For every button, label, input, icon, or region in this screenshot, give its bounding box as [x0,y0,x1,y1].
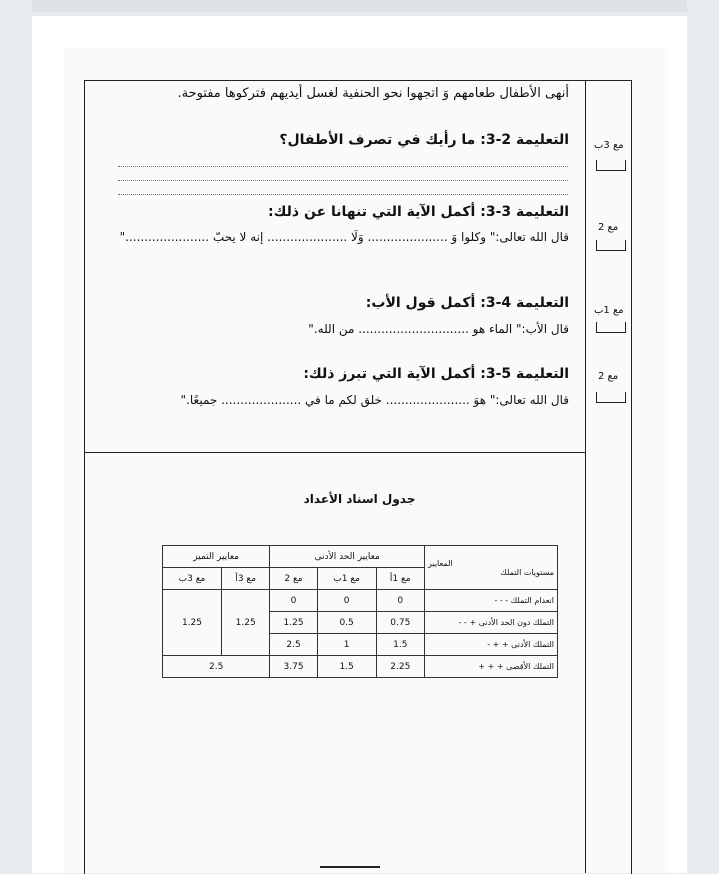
question-4-3: التعليمة 4-3: أكمل قول الأب: [365,295,569,311]
table-cell: 1 [317,634,376,656]
answer-line [118,194,568,195]
min-criteria-header: معايير الحد الأدنى [270,546,425,568]
criterion-mark: مع 2 [598,222,619,233]
app-top-bar [32,0,687,12]
table-cell: 1.25 [221,590,269,656]
table-cell: 2.5 [163,656,270,678]
level-label: انعدام التملك - - - [425,590,558,612]
criterion-mark: مع 1ب [594,305,624,316]
question-2-3: التعليمة 2-3: ما رأيك في تصرف الأطفال؟ [279,132,569,148]
grading-table [162,545,558,678]
table-cell: 1.25 [270,612,317,634]
criterion-mark: مع 2 [598,371,619,382]
table-cell: 3.75 [270,656,317,678]
score-box [596,240,626,251]
level-label: التملك الأقصى + + + [425,656,558,678]
table-title: جدول اسناد الأعداد [303,492,416,506]
question-4-3-line: قال الأب:" الماء هو ............................. من الله." [308,322,569,336]
table-cell: 2.5 [270,634,317,656]
table-cell: 0 [317,590,376,612]
table-cell: 2.25 [376,656,424,678]
score-box [596,392,626,403]
table-cell: 0.5 [317,612,376,634]
criteria-header [425,546,558,590]
col-header: مع 3ب [163,568,222,590]
section-divider [84,452,586,453]
margin-divider [585,80,586,873]
table-cell: 1.25 [163,590,222,656]
col-header: مع 2 [270,568,317,590]
question-5-3: التعليمة 5-3: أكمل الآية التي تبرز ذلك: [303,366,569,382]
table-cell: 1.5 [376,634,424,656]
table-cell: 0 [376,590,424,612]
col-header: مع 1ب [317,568,376,590]
level-label: التملك الأدنى + + - [425,634,558,656]
question-3-3: التعليمة 3-3: أكمل الآية التي تنهانا عن ذلك: [268,204,569,220]
levels-label: مستويات التملك [500,567,554,577]
exam-frame [84,80,632,874]
col-header: مع 3أ [221,568,269,590]
table-cell: 1.5 [317,656,376,678]
criterion-mark: مع 3ب [594,140,624,151]
table-cell: 0 [270,590,317,612]
question-3-3-line: قال الله تعالى:" وكلوا وَ ..................... وَلَا ..................... إنه لا يحبّ ......................" [119,230,569,244]
table-row [163,656,558,678]
question-5-3-line: قال الله تعالى:" هوَ ...................... خلق لكم ما في ..................... جميعًا." [180,393,569,407]
excellence-criteria-header: معايير التميز [163,546,270,568]
story-text: أنهى الأطفال طعامهم وَ اتجهوا نحو الحنفية لغسل أيديهم فتركوها مفتوحة. [177,86,569,101]
score-box [596,160,626,171]
score-box [596,322,626,333]
table-cell: 0.75 [376,612,424,634]
level-label: التملك دون الحد الأدنى + - - [425,612,558,634]
col-header: مع 1أ [376,568,424,590]
criteria-label: المعايير [428,558,453,568]
table-row [163,590,558,612]
answer-line [118,166,568,167]
answer-line [118,180,568,181]
table-header-row [163,546,558,568]
